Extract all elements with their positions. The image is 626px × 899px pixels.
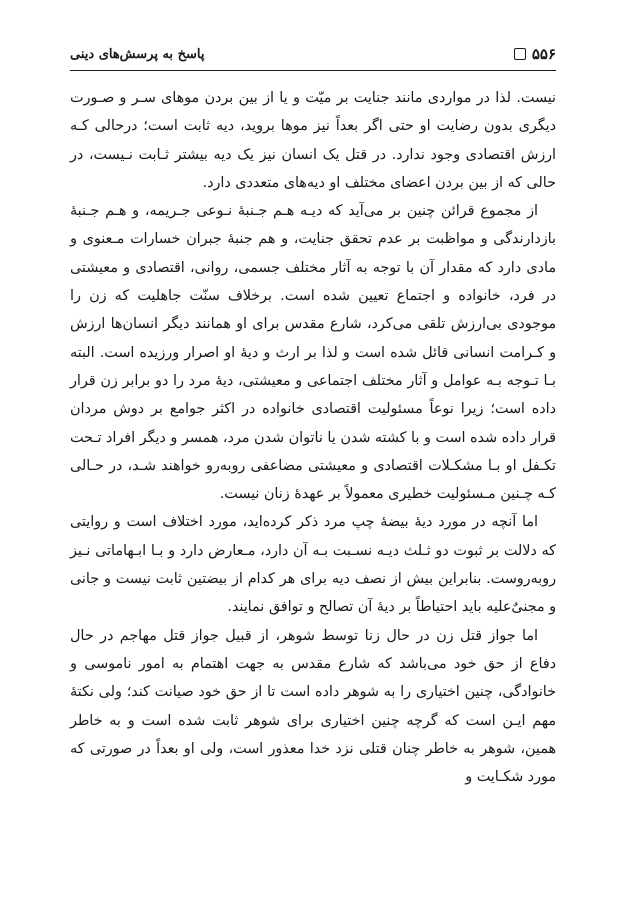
paragraph: از مجموع قرائن چنین بر می‌آید که دیـه هـم جـنبهٔ نـوعی جـریمه، و هـم جـنبهٔ بازدارندگی و مواظبت بر عدم تحقق جنایت، و هم جنبهٔ جبران خسارات مـعنوی و مادی دارد که مقدار آن با توجه به آثار مختلف جسمی، روانی، اقتصادی و معیشتی در فرد، خانواده و اجتماع تعیین شده است. برخلاف سنّت جاهلیت که زن را موجودی بی‌ارزش تلقی می‌کرد، شارع مقدس برای او همانند دیگر انسان‌ها ارزش و کـرامت انسانی قائل شده است و لذا بر ارث و دیهٔ او اصرار ورزیده است. البته بـا تـوجه بـه عوامل و آثار مختلف اجتماعی و معیشتی، دیهٔ مرد را دو برابر زن قرار داده است؛ زیرا نوعاً مسئولیت اقتصادی خانواده در اکثر جوامع بر دوش مردان قرار داده شده است و با کشته شدن یا ناتوان شدن مرد، همسر و دیگر افراد تـحت تکـفل او بـا مشکـلات اقتصادی و معیشتی مضاعفی روبه‌رو خواهند شـد، در حـالی کـه چـنین مـسئولیت خطیری معمولاً بر عهدهٔ زنان نیست. — [70, 203, 556, 503]
paragraph: اما جواز قتل زن در حال زنا توسط شوهر، از قبیل جواز قتل مهاجم در حال دفاع از حق خود می‌باشد که شارع مقدس به جهت اهتمام به امور ناموسی و خانوادگی، چنین اختیاری را به شوهر داده است تا از حق خود صیانت کند؛ ولی نکتهٔ مهم ایـن است که گرچه چنین اختیاری برای شوهر ثابت شده است و به خاطر همین، شوهر به خاطر چنان قتلی نزد خدا معذور است، ولی او بعداً در صورتی که مورد شکـایت و — [70, 627, 556, 786]
paragraph: نیست. لذا در مواردی مانند جنایت بر میّت و یا از بین بردن موهای سـر و صـورت دیگری بدون رضایت او حتی اگر بعداً نیز موها بروید، دیه ثابت است؛ درحالی کـه ارزش اقتصادی وجود ندارد. در قتل یک انسان نیز یک دیه بیشتر ثـابت نـیست، در حالی که از بین بردن اعضای مختلف او دیه‌های متعددی دارد. — [70, 90, 556, 191]
body-text — [70, 84, 556, 791]
running-title: پاسخ به پرسش‌های دینی — [70, 46, 205, 62]
page-number: ۵۵۶ — [531, 45, 556, 63]
square-bullet-icon — [514, 48, 526, 60]
page-number-group — [514, 45, 556, 63]
paragraph: اما آنچه در مورد دیهٔ بیضهٔ چپ مرد ذکر کرده‌اید، مورد اختلاف است و روایتی که دلالت بر ثبوت دو ثـلث دیـه نسـبت بـه آن دارد، مـعارض دارد و بـا ابـهاماتی نـیز روبه‌روست. بنابراین بیش از نصف دیه برای هر کدام از بیضتین ثابت نیست و جانی و مجنیٌ‌علیه باید احتیاطاً بر دیهٔ آن تصالح و توافق نمایند. — [70, 514, 556, 616]
header-divider — [70, 70, 556, 71]
page-header — [70, 40, 556, 68]
